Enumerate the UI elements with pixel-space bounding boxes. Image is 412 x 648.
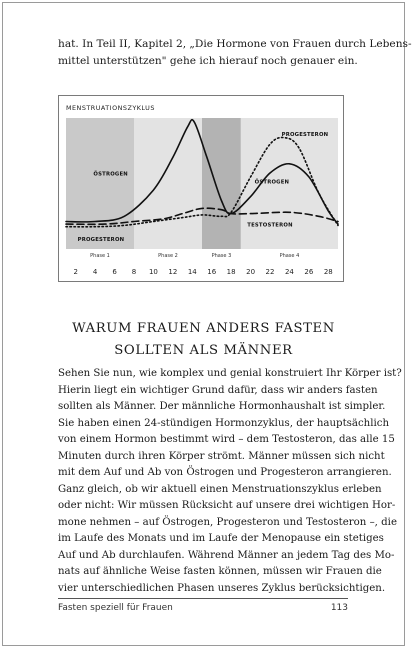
phase-label: Phase 1 [90, 253, 110, 259]
body-line: Ganz gleich, ob wir aktuell einen Menstruationszyklus erleben [58, 483, 382, 495]
x-tick-label: 18 [226, 268, 236, 276]
annotation-label: PROGESTERON [77, 237, 125, 244]
chart-title: MENSTRUATIONSZYKLUS [66, 104, 155, 112]
annotation-label: TESTOSTERON [247, 222, 293, 229]
phase-band [134, 118, 202, 249]
chart-canvas [59, 96, 345, 283]
phase-label: Phase 3 [211, 253, 232, 259]
heading-line: SOLLTEN ALS MÄNNER [114, 343, 293, 358]
x-tick-label: 12 [168, 268, 178, 276]
heading-line: WARUM FRAUEN ANDERS FASTEN [72, 321, 335, 336]
intro-line: mittel unterstützen" gehe ich hierauf noch genauer ein. [58, 55, 358, 67]
footer-rule [58, 598, 348, 599]
section-heading [40, 318, 367, 362]
x-tick-label: 4 [92, 268, 98, 276]
body-paragraph [58, 366, 402, 597]
annotation-label: ÖSTROGEN [254, 179, 290, 186]
body-line: sollten als Männer. Der männliche Hormonhaushalt ist simpler. [58, 401, 386, 412]
phase-label: Phase 2 [158, 253, 178, 259]
body-line: Minuten durch ihren Körper strömt. Männer müssen sich nicht [58, 450, 385, 462]
x-tick-label: 14 [187, 268, 197, 276]
body-line: vier unterschiedlichen Phasen unseres Zyklus berücksichtigen. [58, 582, 386, 594]
phase-band [202, 118, 241, 249]
x-tick-label: 2 [73, 268, 78, 276]
x-tick-label: 10 [148, 268, 158, 276]
x-tick-label: 28 [323, 268, 333, 276]
x-tick-label: 16 [207, 268, 217, 276]
annotation-label: PROGESTERON [281, 132, 329, 139]
x-tick-label: 22 [265, 268, 275, 276]
body-line: nats auf ähnliche Weise fasten können, müssen wir Frauen die [58, 566, 382, 577]
body-line: mone nehmen – auf Östrogen, Progesteron und Testosteron –, die [58, 516, 397, 528]
body-line: oder nicht: Wir müssen Rücksicht auf unsere drei wichtigen Hor- [58, 500, 396, 511]
x-tick-label: 24 [284, 268, 294, 276]
x-tick-label: 8 [131, 268, 137, 276]
x-tick-label: 26 [304, 268, 314, 276]
intro-paragraph [58, 36, 412, 70]
body-line: mit dem Auf und Ab von Östrogen und Progesteron arrangieren. [58, 467, 392, 478]
body-line: von einem Hormon bestimmt wird – dem Testosteron, das alle 15 [58, 434, 395, 445]
x-tick-label: 20 [246, 268, 256, 276]
intro-line: hat. In Teil II, Kapitel 2, „Die Hormone von Frauen durch Lebens- [58, 38, 412, 50]
body-line: Sie haben einen 24-stündigen Hormonzyklus, der hauptsächlich [58, 417, 390, 429]
footer-section-title: Fasten speziell für Frauen [58, 603, 173, 613]
body-line: im Laufe des Monats und im Laufe der Menopause ein stetiges [58, 533, 384, 544]
x-tick-label: 6 [112, 268, 117, 276]
body-line: Sehen Sie nun, wie komplex und genial konstruiert Ihr Körper ist? [58, 368, 402, 379]
phase-label: Phase 4 [279, 253, 300, 259]
phase-band [66, 118, 134, 249]
menstrual-cycle-chart [58, 95, 344, 282]
annotation-label: ÖSTROGEN [93, 171, 128, 178]
page-number: 113 [330, 603, 348, 613]
body-line: Hierin liegt ein wichtiger Grund dafür, dass wir anders fasten [58, 384, 378, 396]
body-line: Auf und Ab durchlaufen. Während Männer an jedem Tag des Mo- [58, 549, 395, 561]
